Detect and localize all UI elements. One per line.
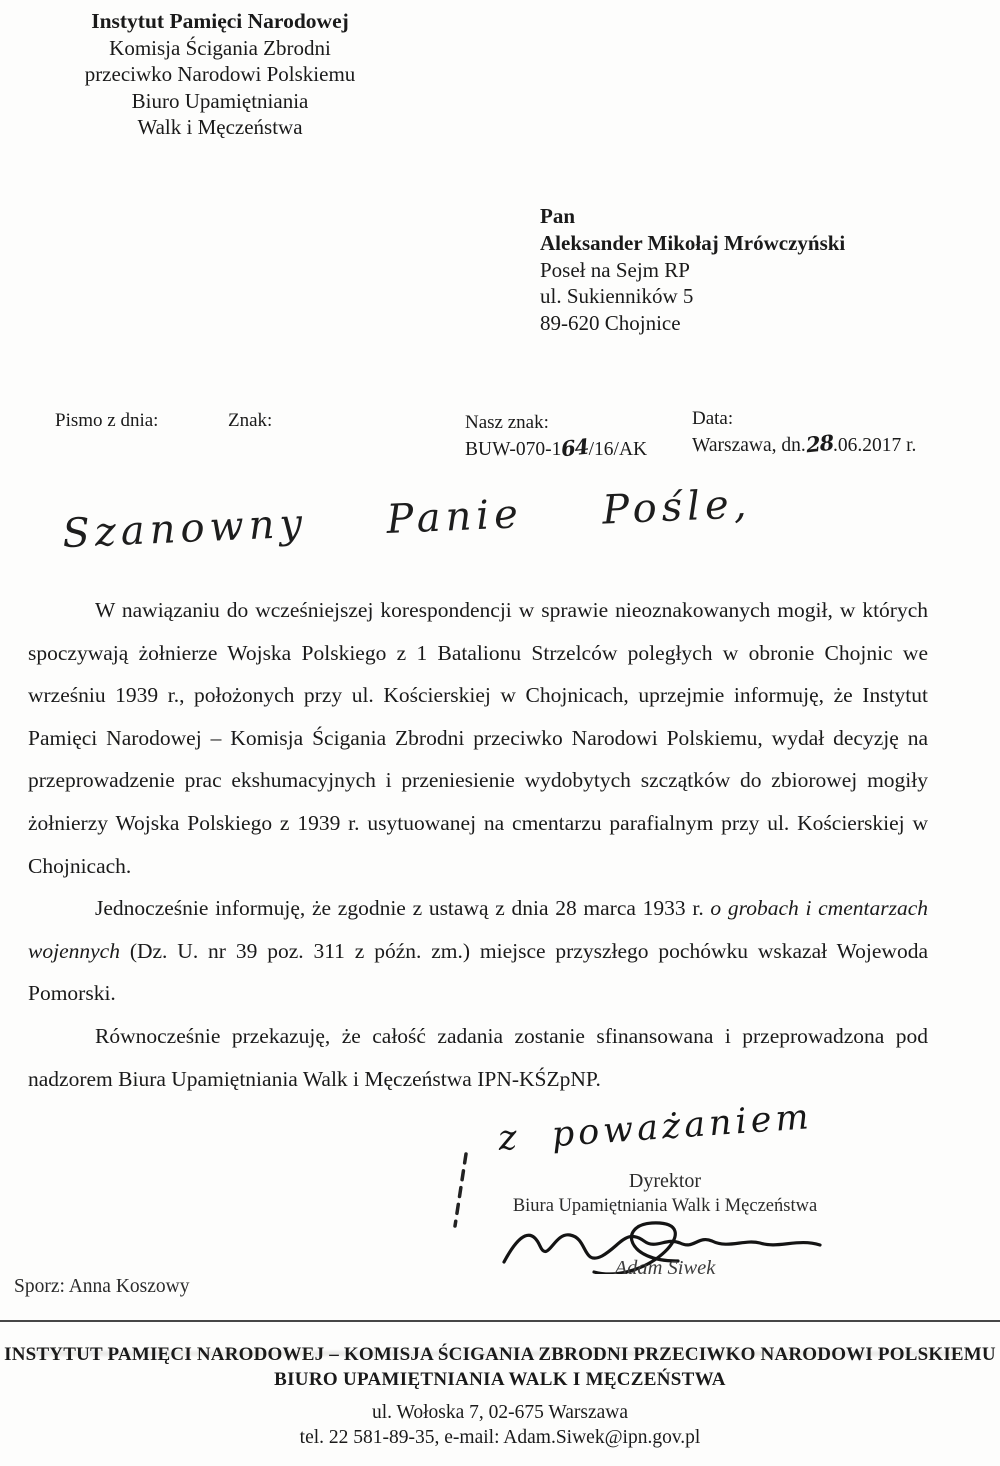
paragraph-text: (Dz. U. nr 39 poz. 311 z późn. zm.) miejsce przyszłego pochówku wskazał Wojewoda Pomorski. xyxy=(28,938,928,1006)
ref-date-value xyxy=(692,431,916,457)
footer-bureau-line: BIURO UPAMIĘTNIANIA WALK I MĘCZEŃSTWA xyxy=(274,1369,726,1390)
paragraph-text: W nawiązaniu do wcześniejszej korespondencji w sprawie nieoznakowanych mogił, w których spoczywają żołnierze Wojska Polskiego z 1 Batalionu Strzelców poległych w obronie Chojnic we wrześniu 1939 r., położonych przy ul. Kościerskiej w Chojnicach, uprzejmie informuję, że Instytut Pamięci Narodowej – Komisja Ścigania Zbrodni przeciwko Narodowi Polskiemu, wydał decyzję na przeprowadzenie prac ekshumacyjnych i przeniesienie wydobytych szczątków do zbiorowej mogiły żołnierzy Wojska Polskiego z 1939 r. usytuowanej na cmentarzu parafialnym przy ul. Kościerskiej w Chojnicach. xyxy=(28,598,928,878)
signature-block xyxy=(505,1168,825,1218)
footer-address: ul. Wołoska 7, 02-675 Warszawa xyxy=(371,1402,629,1423)
ref-number-suffix: /16/AK xyxy=(588,439,648,460)
ref-nasz-znak-label: Nasz znak: xyxy=(465,412,549,433)
footer-divider xyxy=(0,1320,1000,1322)
letterhead-line: Komisja Ścigania Zbrodni xyxy=(109,35,331,60)
letterhead-line: przeciwko Narodowi Polskiemu xyxy=(84,62,356,86)
signer-name: Adam Siwek xyxy=(614,1257,716,1279)
date-suffix: .06.2017 r. xyxy=(833,435,917,456)
signer-office: Biura Upamiętniania Walk i Męczeństwa xyxy=(512,1196,818,1216)
letterhead-line: Instytut Pamięci Narodowej xyxy=(91,9,349,33)
recipient-title: Poseł na Sejm RP xyxy=(540,257,690,282)
body-paragraph xyxy=(28,887,928,1015)
signer-title: Dyrektor xyxy=(628,1170,702,1192)
body-paragraph xyxy=(28,1015,928,1100)
recipient-name: Aleksander Mikołaj Mrówczyński xyxy=(540,230,846,255)
letterhead-line: Biuro Upamiętniania xyxy=(131,88,309,113)
ref-number-handwritten: 64 xyxy=(560,433,590,462)
paragraph-text: Jednocześnie informuję, że zgodnie z ustawą z dnia 28 marca 1933 r. xyxy=(95,896,711,921)
letterhead xyxy=(30,8,410,141)
ref-nasz-znak-value xyxy=(465,435,647,461)
footer-contact: tel. 22 581-89-35, e-mail: Adam.Siwek@ipn.gov.pl xyxy=(299,1427,701,1448)
paragraph-text: Równocześnie przekazuję, że całość zadania zostanie sfinansowana i przeprowadzona pod nadzorem Biura Upamiętniania Walk i Męczeństwa IPN-KŚZpNP. xyxy=(28,1023,928,1091)
handwritten-salutation: Szanowny Panie Pośle, xyxy=(61,481,753,558)
recipient-city: 89-620 Chojnice xyxy=(540,311,681,336)
body xyxy=(28,589,928,1100)
date-day-handwritten: 28 xyxy=(804,429,835,458)
recipient-block xyxy=(540,203,845,337)
recipient-street: ul. Sukienników 5 xyxy=(540,284,694,309)
prepared-by: Sporz: Anna Koszowy xyxy=(14,1276,190,1297)
handwritten-valediction: z poważaniem xyxy=(496,1097,814,1159)
letterhead-line: Walk i Męczeństwa xyxy=(137,115,303,139)
date-prefix: Warszawa, dn. xyxy=(692,435,806,456)
body-paragraph xyxy=(28,589,928,887)
footer-institution-line: INSTYTUT PAMIĘCI NARODOWEJ – KOMISJA ŚCIGANIA ZBRODNI PRZECIWKO NARODOWI POLSKIEMU xyxy=(4,1344,996,1365)
ref-data-label: Data: xyxy=(692,408,734,429)
italic-citation: o grobach i cmentarzach wojennych xyxy=(28,896,929,963)
pen-dash-mark xyxy=(450,1150,474,1232)
ref-number-prefix: BUW-070-1 xyxy=(465,439,562,460)
ref-pismo-label: Pismo z dnia: xyxy=(55,410,159,431)
recipient-salutation: Pan xyxy=(540,204,576,228)
ref-znak-label: Znak: xyxy=(228,410,273,431)
